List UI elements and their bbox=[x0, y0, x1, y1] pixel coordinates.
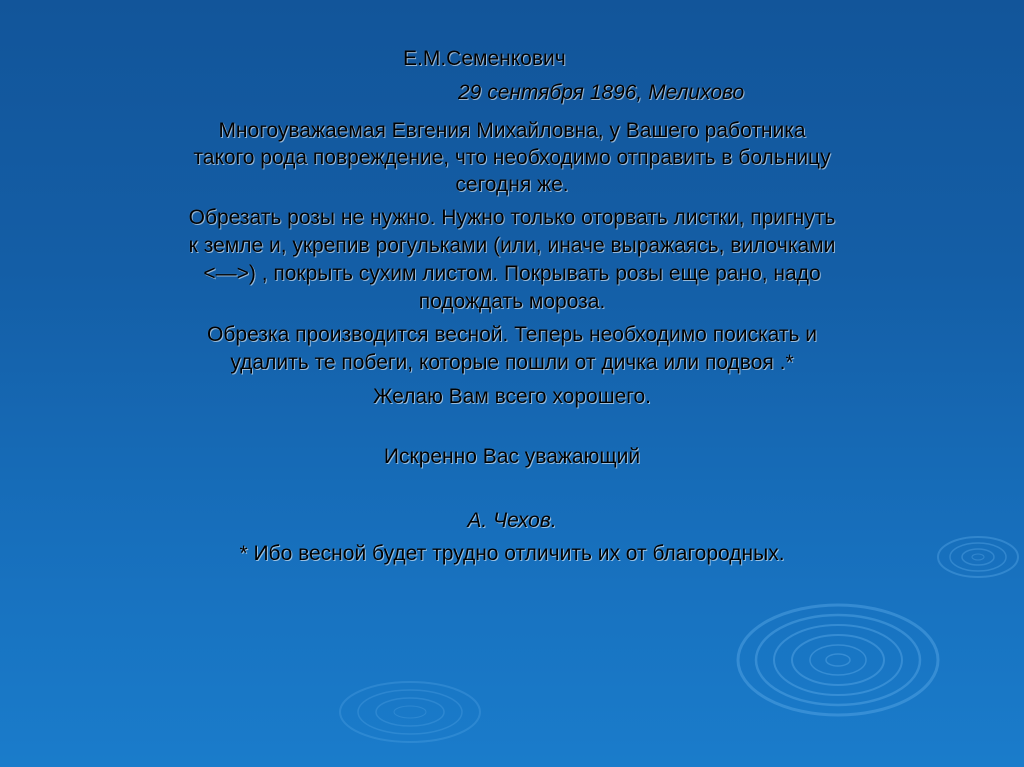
paragraph-2-line-2: к земле и, укрепив рогульками (или, иначе выражаясь, вилочками bbox=[188, 234, 836, 257]
closing: Искренно Вас уважающий bbox=[383, 445, 641, 468]
signature: А. Чехов. bbox=[467, 509, 557, 532]
paragraph-2-line-4: подождать мороза. bbox=[418, 290, 606, 313]
paragraph-3-line-2: удалить те побеги, которые пошли от дичка или подвоя .* bbox=[230, 351, 794, 374]
paragraph-1-line-1: Многоуважаемая Евгения Михайловна, у Вашего работника bbox=[218, 119, 806, 142]
paragraph-1-line-3: сегодня же. bbox=[455, 173, 569, 196]
addressee: Е.М.Семенкович bbox=[403, 47, 566, 70]
paragraph-3-line-1: Обрезка производится весной. Теперь необходимо поискать и bbox=[207, 323, 817, 346]
paragraph-2-line-3: <—>) , покрыть сухим листом. Покрывать розы еще рано, надо bbox=[203, 262, 821, 285]
wishes: Желаю Вам всего хорошего. bbox=[373, 385, 651, 408]
date-place: 29 сентября 1896, Мелихово bbox=[458, 81, 745, 104]
paragraph-1-line-2: такого рода повреждение, что необходимо отправить в больницу bbox=[193, 146, 831, 169]
paragraph-2-line-1: Обрезать розы не нужно. Нужно только оторвать листки, пригнуть bbox=[188, 206, 836, 229]
footnote: * Ибо весной будет трудно отличить их от благородных. bbox=[239, 542, 785, 565]
